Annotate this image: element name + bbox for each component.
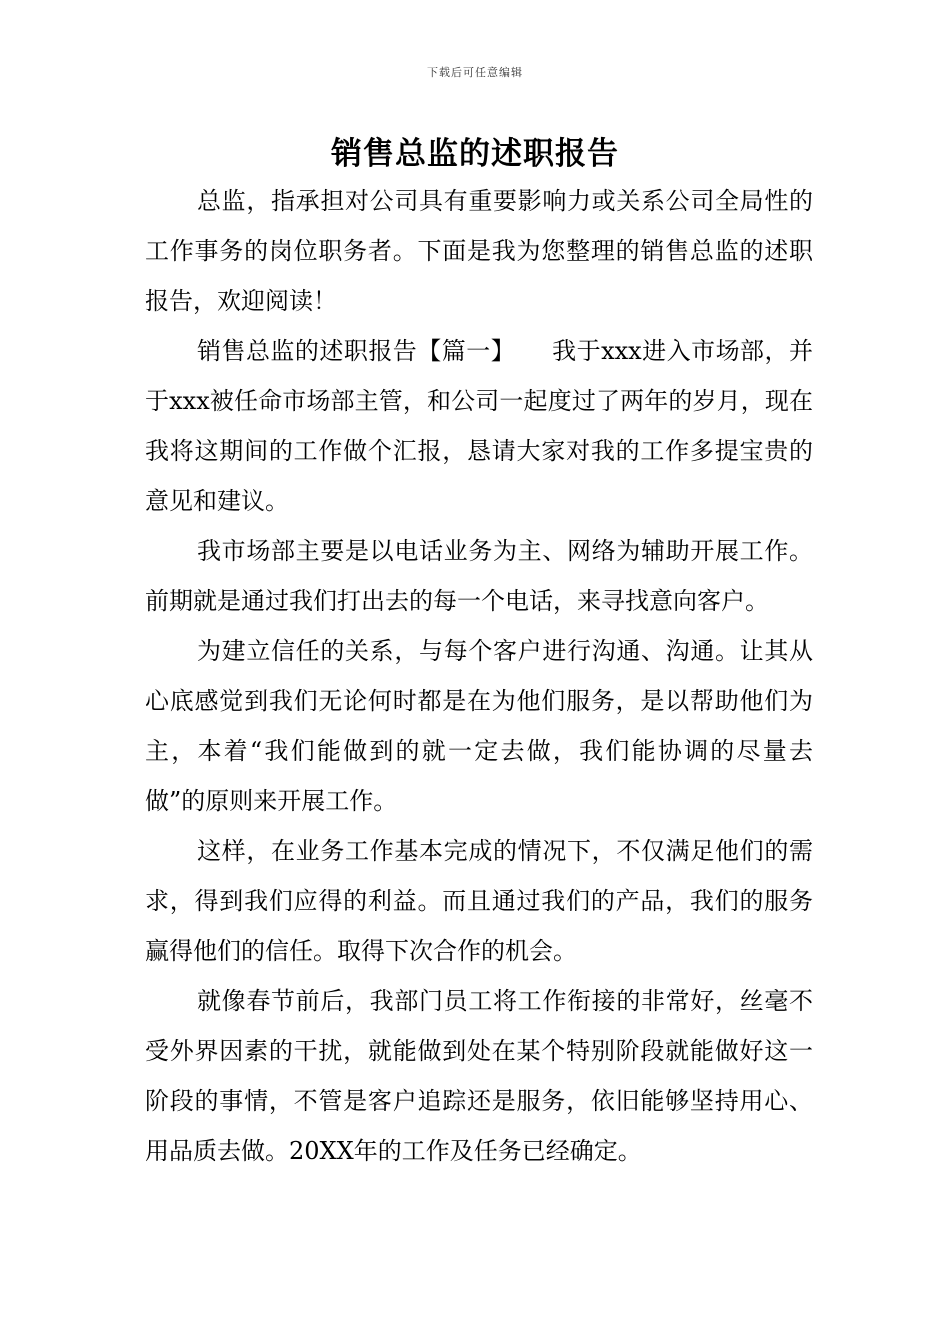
document-title: 销售总监的述职报告	[331, 136, 619, 172]
header-note: 下载后可任意编辑	[427, 66, 523, 79]
document-body	[145, 176, 813, 1176]
paragraph-section-one: 销售总监的述职报告【篇一】 我于xxx进入市场部，并于xxx被任命市场部主管，和公司一起度过了两年的岁月，现在我将这期间的工作做个汇报，恳请大家对我的工作多提宝贵的意见和建议。	[145, 337, 813, 515]
paragraph-results: 这样，在业务工作基本完成的情况下，不仅满足他们的需求，得到我们应得的利益。而且通过我们的产品，我们的服务赢得他们的信任。取得下次合作的机会。	[145, 837, 813, 965]
paragraph-intro: 总监，指承担对公司具有重要影响力或关系公司全局性的工作事务的岗位职务者。下面是我为您整理的销售总监的述职报告，欢迎阅读！	[145, 187, 813, 315]
paragraph-trust: 为建立信任的关系，与每个客户进行沟通、沟通。让其从心底感觉到我们无论何时都是在为他们服务，是以帮助他们为主，本着“我们能做到的就一定去做，我们能协调的尽量去做”的原则来开展工作。	[145, 637, 813, 815]
paragraph-market-dept: 我市场部主要是以电话业务为主、网络为辅助开展工作。前期就是通过我们打出去的每一个电话，来寻找意向客户。	[145, 537, 813, 615]
paragraph-spring-festival: 就像春节前后，我部门员工将工作衔接的非常好，丝毫不受外界因素的干扰，就能做到处在某个特别阶段就能做好这一阶段的事情，不管是客户追踪还是服务，依旧能够坚持用心、用品质去做。20XX年的工作及任务已经确定。	[145, 987, 813, 1165]
